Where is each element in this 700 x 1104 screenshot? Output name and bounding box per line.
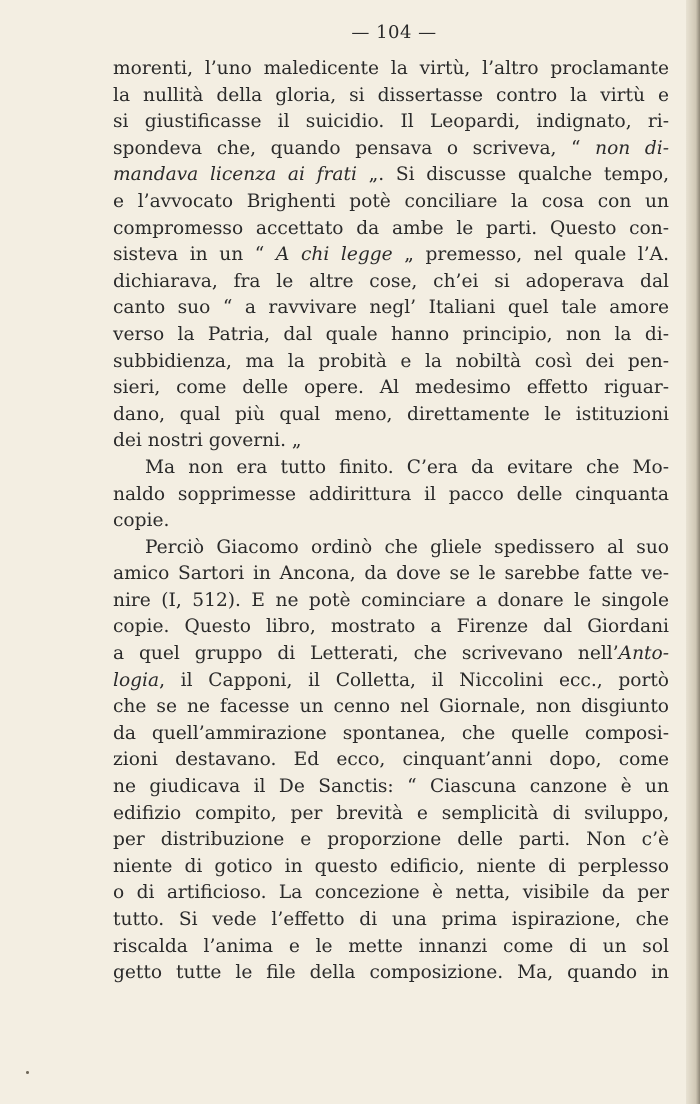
text-line [113,614,669,641]
text-segment: riscalda l’anima e le mette innanzi come di un sol [113,935,669,957]
text-segment: morenti, l’uno maledicente la virtù, l’altro proclamante [113,58,669,79]
text-segment: compromesso accettato da ambe le parti. Questo con- [113,217,669,239]
text-line [113,162,669,189]
text-line [113,801,669,828]
text-segment: Perciò Giacomo ordinò che gliele spedissero al suo [145,536,669,558]
text-segment: sieri, come delle opere. Al medesimo effetto riguar- [113,377,669,399]
text-segment: si giustificasse il suicidio. Il Leopardi, indignato, ri- [113,111,669,133]
text-segment: Ma non era tutto finito. C’era da evitare che Mo- [145,456,669,478]
text-line [113,189,669,216]
text-line [113,535,669,562]
text-segment: ne giudicava il De Sanctis: “ Ciascuna canzone è un [113,776,669,798]
italic-segment: A chi legge [275,244,393,266]
body-text [113,56,669,987]
text-line [113,216,669,243]
text-line [113,934,669,961]
text-line [113,774,669,801]
text-line [113,747,669,774]
text-line [113,455,669,482]
text-segment: dei nostri governi. „ [113,430,302,452]
text-segment: „ premesso, nel quale l’A. [392,244,670,266]
text-line [113,907,669,934]
text-segment: tutto. Si vede l’effetto di una prima ispirazione, che [113,909,669,930]
text-segment: per distribuzione e proporzione delle parti. Non c’è [113,829,669,851]
italic-segment: non di- [595,137,670,159]
text-segment: niente di gotico in questo edificio, niente di perplesso [113,855,669,877]
text-line [113,854,669,881]
italic-segment: Anto- [618,643,669,665]
text-line [113,269,669,296]
text-segment: copie. Questo libro, mostrato a Firenze dal Giordani [113,616,669,638]
text-line [113,242,669,269]
text-segment: dano, qual più qual meno, direttamente le istituzioni [113,403,669,425]
text-line [113,56,669,83]
text-segment: subbidienza, ma la probità e la nobiltà così dei pen- [113,350,669,372]
text-line [113,668,669,695]
italic-segment: logia [113,669,160,691]
text-line [113,402,669,429]
text-segment: naldo sopprimesse addirittura il pacco delle cinquanta [113,483,669,505]
text-segment: da quell’ammirazione spontanea, che quelle composi- [113,722,669,744]
text-line [113,827,669,854]
text-line [113,295,669,322]
text-segment: la nullità della gloria, si dissertasse contro la virtù e [113,84,669,106]
text-line [113,83,669,110]
text-segment: e l’avvocato Brighenti potè conciliare la cosa con un [113,190,669,212]
text-line [113,508,669,535]
paper-speck [26,1071,29,1074]
text-line [113,588,669,615]
text-segment: verso la Patria, dal quale hanno principio, non la di- [113,323,669,345]
text-line [113,482,669,509]
text-line [113,322,669,349]
text-line [113,721,669,748]
text-line [113,428,669,455]
italic-segment: mandava licenza ai frati [113,164,357,186]
text-line [113,694,669,721]
text-segment: dichiarava, fra le altre cose, ch’ei si adoperava dal [113,270,669,292]
text-segment: , il Capponi, il Colletta, il Niccolini ecc., portò [159,669,669,691]
text-line [113,880,669,907]
text-segment: zioni destavano. Ed ecco, cinquant’anni dopo, come [113,749,669,771]
text-line [113,641,669,668]
text-segment: che se ne facesse un cenno nel Giornale, non disgiunto [113,696,669,718]
text-segment: amico Sartori in Ancona, da dove se le sarebbe fatte ve- [113,563,669,585]
text-segment: spondeva che, quando pensava o scriveva, “ [113,137,596,159]
text-line [113,349,669,376]
text-segment: nire (I, 512). E ne potè cominciare a donare le singole [113,589,669,611]
text-line [113,136,669,163]
page-number: — 104 — [351,22,437,43]
text-segment: canto suo “ a ravvivare negl’ Italiani quel tale amore [113,297,669,319]
text-segment: o di artificioso. La concezione è netta, visibile da per [113,882,669,904]
text-segment: a quel gruppo di Letterati, che scrivevano nell’ [113,643,619,665]
text-segment: copie. [113,510,170,532]
text-line [113,960,669,987]
text-line [113,109,669,136]
text-segment: edifizio compito, per brevità e semplicità di sviluppo, [113,802,669,824]
page-edge-shadow [686,0,700,1104]
text-line [113,561,669,588]
text-segment: sisteva in un “ [113,244,276,266]
text-line [113,375,669,402]
text-segment: getto tutte le file della composizione. Ma, quando in [113,962,669,984]
text-segment: „. Si discusse qualche tempo, [356,164,669,186]
